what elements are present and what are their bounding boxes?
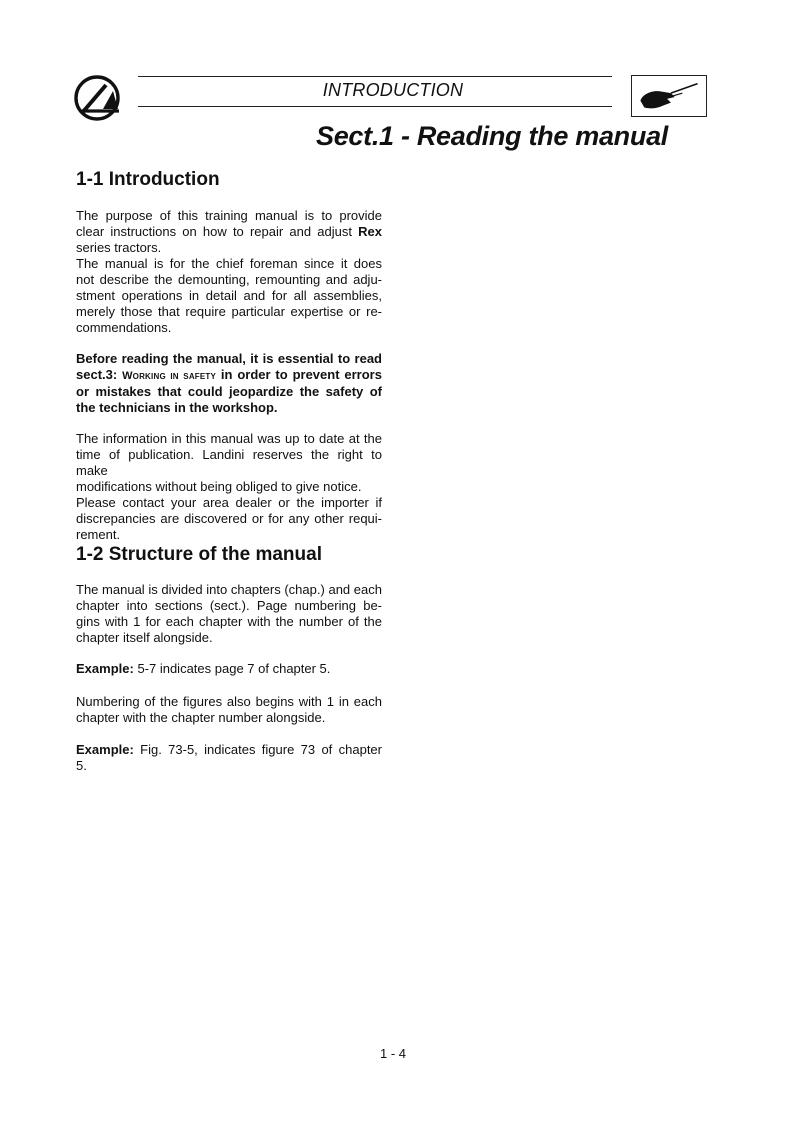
text-line: discrepancies are discovered or for any other requi- [76, 511, 382, 526]
text-line: gins with 1 for each chapter with the number of the [76, 614, 382, 629]
example-label: Example: [76, 661, 134, 676]
example-label: Example: [76, 742, 134, 757]
model-name: Rex [358, 224, 382, 239]
section-heading-introduction: 1-1 Introduction [76, 169, 220, 190]
section-heading-structure: 1-2 Structure of the manual [76, 544, 322, 565]
structure-paragraph-2 [76, 694, 382, 726]
text-line: 5. [76, 758, 87, 773]
text-line: the technicians in the workshop. [76, 400, 278, 415]
text-line [76, 367, 382, 384]
page-title: Sect.1 - Reading the manual [316, 121, 668, 151]
section-label: INTRODUCTION [322, 80, 464, 100]
text-line: The purpose of this training manual is to provide [76, 208, 382, 223]
text-line: Before reading the manual, it is essential to read [76, 351, 382, 366]
text-line: The information in this manual was up to date at the [76, 431, 382, 446]
text-line: modifications without being obliged to give notice. [76, 479, 362, 494]
intro-paragraph-1 [76, 208, 382, 336]
text-line: stment operations in detail and for all assemblies, [76, 288, 382, 303]
text-line: chapter into sections (sect.). Page numbering be- [76, 598, 382, 613]
landini-logo-icon [73, 74, 123, 122]
text-line: time of publication. Landini reserves the right to make [76, 447, 382, 478]
example-text: Fig. 73-5, indicates figure 73 of chapter [140, 742, 382, 757]
text-line [76, 224, 382, 240]
example-1 [76, 661, 382, 677]
chapter-icon-box [631, 75, 707, 117]
text-fragment: in order to prevent errors [220, 367, 382, 382]
page-number: 1 - 4 [380, 1046, 407, 1061]
text-line: The manual is for the chief foreman since it does [76, 256, 382, 271]
header-rule-bottom [138, 106, 612, 107]
text-line [76, 661, 382, 677]
text-line: chapter with the chapter number alongside. [76, 710, 326, 725]
intro-paragraph-3 [76, 431, 382, 543]
text-line: commendations. [76, 320, 172, 335]
text-line: Please contact your area dealer or the importer if [76, 495, 382, 510]
text-line: rement. [76, 527, 121, 542]
text-line: merely those that require particular expertise or re- [76, 304, 382, 319]
text-line: Numbering of the figures also begins with 1 in each [76, 694, 382, 709]
cross-reference-working-in-safety: Working in safety [122, 370, 217, 382]
text-line: or mistakes that could jeopardize the safety of [76, 384, 382, 399]
hand-pointing-icon [632, 76, 706, 116]
text-line: series tractors. [76, 240, 162, 255]
safety-warning-paragraph [76, 351, 382, 416]
example-2 [76, 742, 382, 774]
text-line: not describe the demounting, remounting and adju- [76, 272, 382, 287]
example-text: 5-7 indicates page 7 of chapter 5. [137, 661, 331, 676]
structure-paragraph-1 [76, 582, 382, 646]
text-fragment: clear instructions on how to repair and adjust [76, 224, 352, 239]
text-fragment: sect.3: [76, 367, 118, 382]
header-rule-top [138, 76, 612, 77]
text-line: The manual is divided into chapters (chap.) and each [76, 582, 382, 597]
text-line [76, 742, 382, 758]
text-line: chapter itself alongside. [76, 630, 213, 645]
